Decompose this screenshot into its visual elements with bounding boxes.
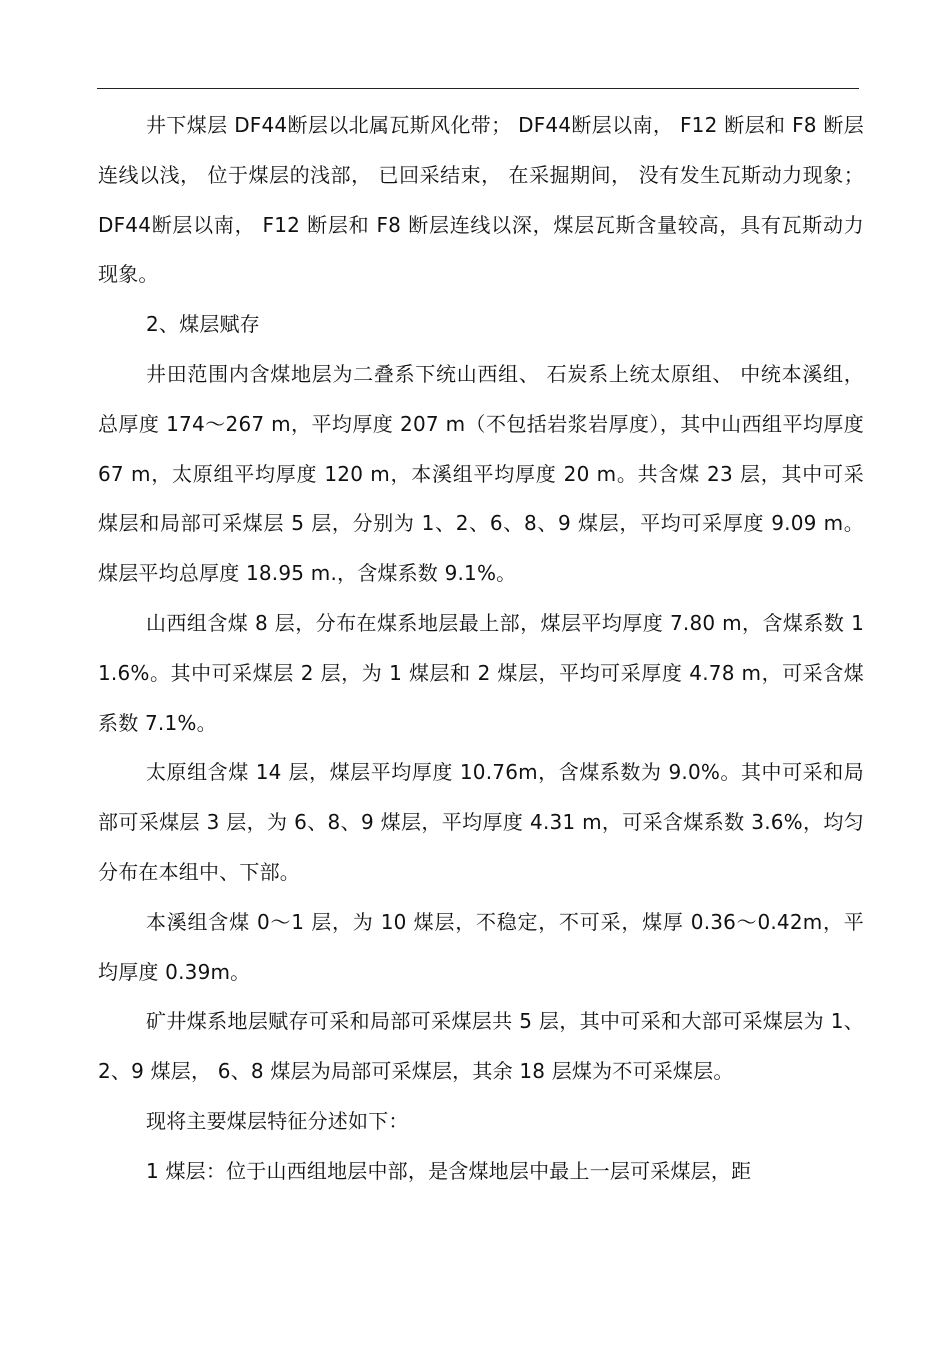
document-body — [98, 101, 864, 1197]
paragraph-mineable-seams-summary: 矿井煤系地层赋存可采和局部可采煤层共 5 层，其中可采和大部可采煤层为 1、2、9 煤层， 6、8 煤层为局部可采煤层，其余 18 层煤为不可采煤层。 — [98, 1009, 864, 1084]
paragraph-shanxi-formation: 山西组含煤 8 层，分布在煤系地层最上部，煤层平均厚度 7.80 m，含煤系数 11.6%。其中可采煤层 2 层，为 1 煤层和 2 煤层，平均可采厚度 4.78 m，可采含煤系数 7.1%。 — [98, 610, 864, 735]
section-heading-coal-seam-occurrence: 2、煤层赋存 — [146, 312, 260, 337]
paragraph-benxi-formation: 本溪组含煤 0～1 层，为 10 煤层，不稳定，不可采，煤厚 0.36～0.42m，平均厚度 0.39m。 — [98, 909, 864, 984]
header-rule — [97, 88, 859, 89]
paragraph-seam-1-description: 1 煤层：位于山西组地层中部，是含煤地层中最上一层可采煤层，距 — [146, 1158, 752, 1183]
paragraph-gas-zones: 井下煤层 DF44断层以北属瓦斯风化带； DF44断层以南， F12 断层和 F8 断层连线以浅， 位于煤层的浅部， 已回采结束， 在采掘期间， 没有发生瓦斯动力现象； DF44断层以南， F12 断层和 F8 断层连线以深，煤层瓦斯含量较高，具有瓦斯动力现象。 — [98, 113, 864, 287]
paragraph-main-seam-intro: 现将主要煤层特征分述如下： — [146, 1108, 409, 1133]
paragraph-taiyuan-formation: 太原组含煤 14 层，煤层平均厚度 10.76m，含煤系数为 9.0%。其中可采和局部可采煤层 3 层，为 6、8、9 煤层，平均厚度 4.31 m，可采含煤系数 3.6%，均匀分布在本组中、下部。 — [98, 760, 864, 884]
paragraph-coal-bearing-strata: 井田范围内含煤地层为二叠系下统山西组、 石炭系上统太原组、 中统本溪组，总厚度 174～267 m，平均厚度 207 m（不包括岩浆岩厚度），其中山西组平均厚度 67 m，太原组平均厚度 120 m，本溪组平均厚度 20 m。共含煤 23 层，其中可采煤层和局部可采煤层 5 层，分别为 1、2、6、8、9 煤层，平均可采厚度 9.09 m。煤层平均总厚度 18.95 m.，含煤系数 9.1%。 — [98, 361, 864, 586]
